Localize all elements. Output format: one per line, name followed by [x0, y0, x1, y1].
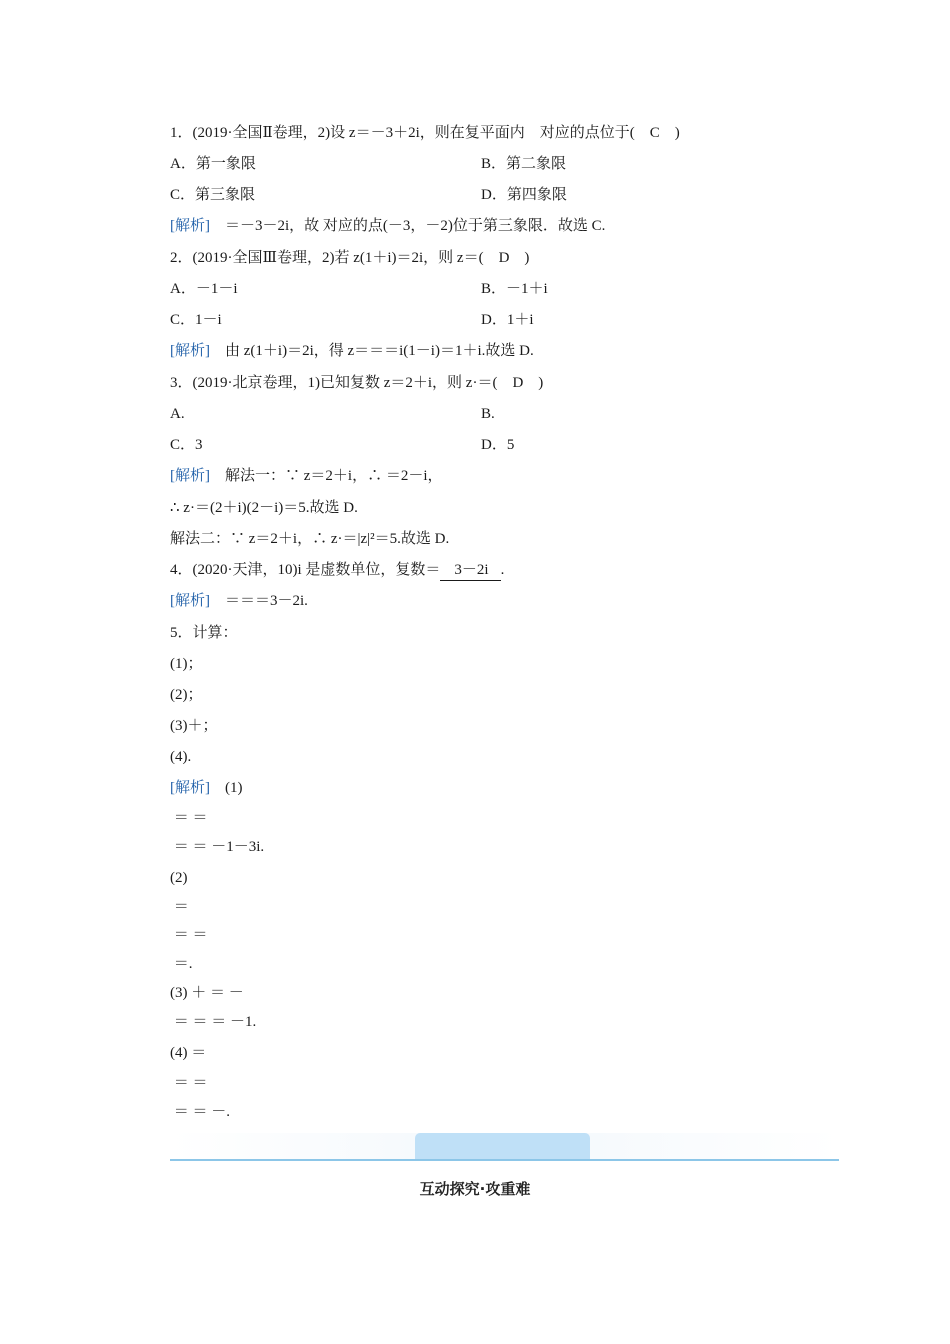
- q5-solution-line: (4) ＝: [170, 1045, 207, 1061]
- q4-stem-pre: 4．(2020·天津，10)i 是虚数单位，复数＝: [170, 562, 441, 578]
- q4-stem-post: .: [500, 562, 505, 578]
- q2-analysis: 由 z(1＋i)＝2i，得 z＝＝＝i(1－i)＝1＋i.故选 D.: [210, 343, 534, 359]
- q2-option-a: A．－1－i: [170, 281, 238, 297]
- q1-analysis: ＝－3－2i，故 对应的点(－3，－2)位于第三象限．故选 C.: [210, 218, 606, 234]
- section-banner-tab: [415, 1133, 590, 1160]
- q1-option-a: A．第一象限: [170, 156, 256, 172]
- q5-solution-line: ＝ ＝: [170, 810, 208, 826]
- q1-stem: 1．(2019·全国Ⅱ卷理，2)设 z＝－3＋2i，则在复平面内 对应的点位于( C ): [170, 125, 680, 141]
- q3-analysis-1: 解法一：∵ z＝2＋i，∴ ＝2－i，: [210, 468, 443, 484]
- q2-option-b: B．－1＋i: [481, 281, 548, 297]
- q4-stem: [170, 560, 504, 581]
- q5-solution-line: ＝ ＝ －1－3i.: [170, 839, 265, 855]
- q2-option-d: D．1＋i: [481, 312, 534, 328]
- q5-part-4: (4).: [170, 749, 192, 765]
- q3-analysis-3: 解法二：∵ z＝2＋i，∴ z·＝|z|²＝5.故选 D.: [170, 531, 450, 547]
- analysis-tag: [解析]: [170, 593, 210, 609]
- q4-analysis: ＝＝＝3－2i.: [210, 593, 308, 609]
- q1-option-b: B．第二象限: [481, 156, 567, 172]
- q5-solution-line: ＝ ＝: [170, 927, 208, 943]
- q4-analysis-line: [170, 591, 308, 611]
- q3-analysis-line: [170, 466, 443, 486]
- q3-option-a: A.: [170, 406, 185, 422]
- q1-analysis-line: [170, 216, 605, 236]
- q3-option-b: B.: [481, 406, 495, 422]
- q5-analysis-line: [170, 778, 243, 798]
- analysis-tag: [解析]: [170, 468, 210, 484]
- q5-solution-line: (2): [170, 870, 188, 886]
- q5-solution-line: ＝ ＝: [170, 1075, 208, 1091]
- q5-solution-line: ＝ ＝ ＝ －1.: [170, 1014, 257, 1030]
- q3-stem: 3．(2019·北京卷理，1)已知复数 z＝2＋i，则 z·＝( D ): [170, 375, 544, 391]
- q5-solution-line: (3) ＋ ＝ －: [170, 985, 244, 1001]
- q1-option-c: C．第三象限: [170, 187, 256, 203]
- section-divider: [170, 1159, 839, 1161]
- analysis-tag: [解析]: [170, 780, 210, 796]
- analysis-tag: [解析]: [170, 218, 210, 234]
- q5-solution-1: (1): [210, 780, 243, 796]
- q5-solution-line: ＝ ＝ －.: [170, 1104, 231, 1120]
- section-title: 互动探究·攻重难: [419, 1180, 531, 1198]
- q2-option-c: C．1－i: [170, 312, 222, 328]
- q5-part-2: (2)；: [170, 687, 203, 703]
- q3-option-d: D．5: [481, 437, 515, 453]
- q5-solution-line: ＝: [170, 899, 189, 915]
- q5-stem: 5．计算：: [170, 625, 238, 641]
- q3-analysis-2: ∴ z·＝(2＋i)(2－i)＝5.故选 D.: [170, 500, 358, 516]
- q5-part-3: (3)＋；: [170, 718, 218, 734]
- q1-option-d: D．第四象限: [481, 187, 567, 203]
- q5-part-1: (1)；: [170, 656, 203, 672]
- q2-stem: 2．(2019·全国Ⅲ卷理，2)若 z(1＋i)＝2i，则 z＝( D ): [170, 250, 530, 266]
- q2-analysis-line: [170, 341, 534, 361]
- q5-solution-line: ＝.: [170, 956, 193, 972]
- analysis-tag: [解析]: [170, 343, 210, 359]
- q4-answer-blank: 3－2i: [440, 560, 500, 581]
- q3-option-c: C．3: [170, 437, 203, 453]
